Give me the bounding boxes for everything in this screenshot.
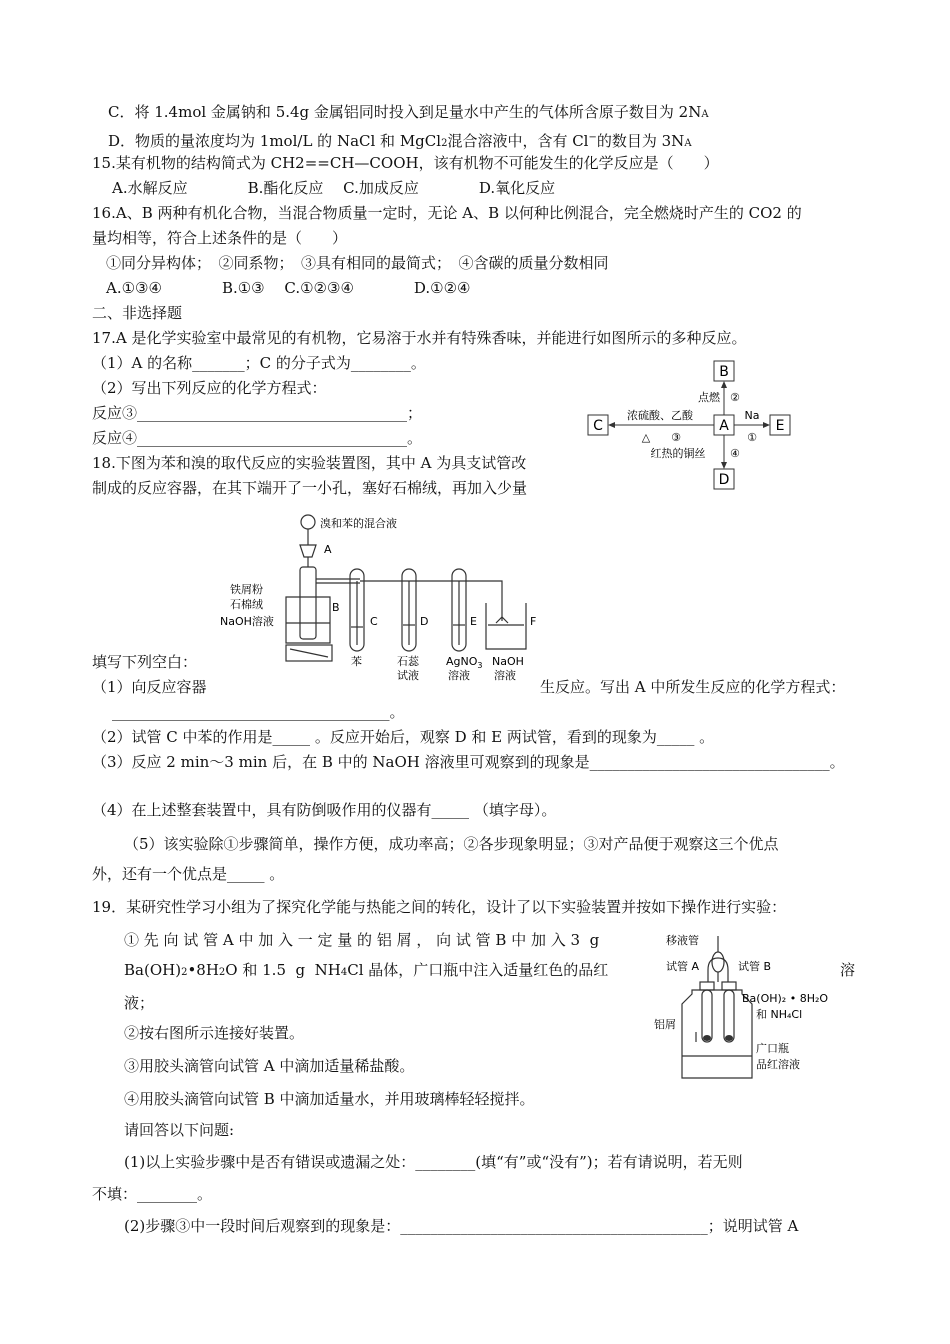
q16-stem-1: 16.A、B 两种有机化合物，当混合物质量一定时，无论 A、B 以何种比例混合，完全燃烧时产生的 CO2 的 bbox=[92, 204, 802, 222]
label-a: A bbox=[719, 418, 729, 434]
label-f: F bbox=[530, 615, 537, 628]
label-b: B bbox=[719, 364, 729, 380]
q19-stem: 19．某研究性学习小组为了探究化学能与热能之间的转化，设计了以下实验装置并按如下操作进行实验： bbox=[92, 898, 787, 916]
q19-step1c: 溶 bbox=[840, 961, 856, 979]
q18-part2: （2）试管 C 中苯的作用是_____ 。反应开始后，观察 D 和 E 两试管，看到的现象为_____ 。 bbox=[92, 728, 715, 746]
reaction-scheme-diagram bbox=[580, 355, 820, 495]
cond-heat: △ bbox=[641, 431, 651, 444]
heat-experiment-diagram bbox=[652, 930, 832, 1090]
label-nh4cl: 和 NH₄Cl bbox=[756, 1008, 803, 1021]
label-tube-a: 试管 A bbox=[666, 960, 700, 973]
label-aluminum: 铝屑 bbox=[654, 1018, 676, 1031]
label-naoh-b: NaOH溶液 bbox=[220, 615, 274, 628]
q18-part5a: （5）该实验除①步骤简单，操作方便，成功率高；②各步现象明显；③对产品便于观察这三个优点 bbox=[124, 835, 779, 853]
label-agno3-2: 溶液 bbox=[448, 669, 470, 682]
cond-ignite: 点燃 bbox=[698, 391, 720, 404]
label-a: A bbox=[324, 543, 332, 556]
q17-reaction4: 反应④____________________________________。 bbox=[92, 429, 423, 447]
label-bottle: 广口瓶 bbox=[756, 1042, 789, 1055]
q15-options: A.水解反应 B.酯化反应 C.加成反应 D.氧化反应 bbox=[112, 179, 556, 197]
q19-step1b: Ba(OH)2•8H2O 和 1.5 g NH4Cl 晶体，广口瓶中注入适量红色的品红 bbox=[124, 961, 609, 979]
label-e: E bbox=[470, 615, 477, 628]
num-1: ① bbox=[747, 431, 757, 444]
label-e: E bbox=[775, 418, 785, 434]
q14-option-c: C．将 1.4mol 金属钠和 5.4g 金属铝同时投入到足量水中产生的气体所含原子数目为 2NA bbox=[108, 103, 709, 121]
label-mix: 溴和苯的混合液 bbox=[320, 517, 397, 530]
label-benzene: 苯 bbox=[351, 655, 362, 668]
label-iron: 铁屑粉 bbox=[230, 583, 263, 596]
label-pipette: 移液管 bbox=[666, 934, 699, 947]
q16-options: A.①③④ B.①③ C.①②③④ D.①②④ bbox=[106, 279, 471, 297]
bromination-apparatus-diagram bbox=[220, 505, 550, 690]
q15-stem: 15.某有机物的结构简式为 CH2==CH—COOH，该有机物不可能发生的化学反应是（ ） bbox=[92, 154, 719, 172]
label-c: C bbox=[370, 615, 378, 628]
q19-step4: ④用胶头滴管向试管 B 中滴加适量水，并用玻璃棒轻轻搅拌。 bbox=[124, 1090, 535, 1108]
label-litmus-1: 石蕊 bbox=[397, 655, 419, 668]
q16-stem-2: 量均相等，符合上述条件的是（ ） bbox=[92, 229, 348, 247]
section-heading: 二、非选择题 bbox=[92, 304, 183, 322]
label-c: C bbox=[593, 418, 603, 434]
q19-step3: ③用胶头滴管向试管 A 中滴加适量稀盐酸。 bbox=[124, 1057, 415, 1075]
q19-step2: ②按右图所示连接好装置。 bbox=[124, 1024, 305, 1042]
label-asbestos: 石棉绒 bbox=[230, 598, 263, 611]
q17-reaction3: 反应③____________________________________； bbox=[92, 404, 423, 422]
num-3: ③ bbox=[671, 431, 681, 444]
q16-choices: ①同分异构体； ②同系物； ③具有相同的最简式； ④含碳的质量分数相同 bbox=[106, 254, 609, 272]
q19-step1d: 液； bbox=[124, 994, 155, 1012]
q18-fill-prompt: 填写下列空白： bbox=[92, 653, 198, 671]
cond-copper: 红热的铜丝 bbox=[650, 447, 706, 460]
q18-part1c: _____________________________________。 bbox=[112, 703, 405, 721]
q18-part5b: 外，还有一个优点是_____ 。 bbox=[92, 865, 285, 883]
q14-option-d: D．物质的量浓度均为 1mol/L 的 NaCl 和 MgCl2混合溶液中，含有 Cl−的数目为 3NA bbox=[108, 132, 692, 150]
label-b: B bbox=[332, 601, 340, 614]
q18-stem-2: 制成的反应容器，在其下端开了一小孔，塞好石棉绒，再加入少量 bbox=[92, 479, 528, 497]
label-d: D bbox=[718, 472, 730, 488]
label-litmus-2: 试液 bbox=[397, 669, 419, 682]
q19-step1a: ① 先 向 试 管 A 中 加 入 一 定 量 的 铝 屑 ， 向 试 管 B 中 加 入 3 g bbox=[124, 931, 600, 949]
q17-part1: （1）A 的名称_______；C 的分子式为________。 bbox=[92, 354, 426, 372]
cond-acid: 浓硫酸、乙酸 bbox=[627, 409, 693, 422]
label-tube-b: 试管 B bbox=[738, 960, 772, 973]
label-d: D bbox=[420, 615, 429, 628]
q18-stem-1: 18.下图为苯和溴的取代反应的实验装置图，其中 A 为具支试管改 bbox=[92, 454, 527, 472]
q19-q1b: 不填：________。 bbox=[92, 1185, 213, 1203]
cond-na: Na bbox=[744, 409, 760, 422]
q17-part2: （2）写出下列反应的化学方程式： bbox=[92, 379, 327, 397]
q18-part1b: 生反应。写出 A 中所发生反应的化学方程式： bbox=[540, 678, 846, 696]
q18-part1a: （1）向反应容器 bbox=[92, 678, 207, 696]
q18-part3: （3）反应 2 min～3 min 后，在 B 中的 NaOH 溶液里可观察到的现象是________________________________。 bbox=[92, 753, 845, 771]
q18-part4: （4）在上述整套装置中，具有防倒吸作用的仪器有_____ （填字母）。 bbox=[92, 801, 557, 819]
q19-q2: (2)步骤③中一段时间后观察到的现象是：_________________________________________；说明试管 A bbox=[124, 1217, 799, 1235]
q17-stem: 17.A 是化学实验室中最常见的有机物，它易溶于水并有特殊香味，并能进行如图所示的多种反应。 bbox=[92, 329, 747, 347]
num-2: ② bbox=[730, 391, 740, 404]
label-baoh2: Ba(OH)₂ • 8H₂O bbox=[742, 992, 829, 1005]
label-agno3: AgNO$_3$ bbox=[446, 655, 483, 670]
q19-q1a: (1)以上实验步骤中是否有错误或遗漏之处：________(填“有”或“没有”)；若有请说明，若无则 bbox=[124, 1153, 743, 1171]
q19-ask: 请回答以下问题: bbox=[124, 1121, 235, 1139]
label-naoh-f: NaOH bbox=[492, 655, 524, 668]
num-4: ④ bbox=[730, 447, 740, 460]
label-naoh-f-2: 溶液 bbox=[494, 669, 516, 682]
label-pinhong: 品红溶液 bbox=[756, 1058, 800, 1071]
